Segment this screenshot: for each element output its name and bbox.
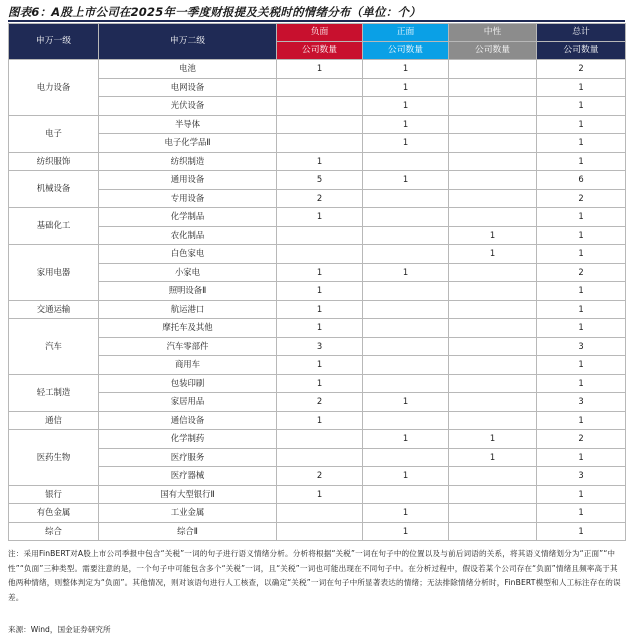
- negative-count-cell: [277, 134, 363, 153]
- negative-count-cell: [277, 245, 363, 264]
- header-negative-count: 公司数量: [277, 42, 363, 60]
- total-count-cell: 3: [537, 337, 626, 356]
- positive-count-cell: [363, 411, 449, 430]
- total-count-cell: 1: [537, 97, 626, 116]
- level2-cell: 照明设备Ⅱ: [99, 282, 277, 301]
- table-row: [9, 411, 626, 430]
- table-row: [9, 356, 626, 375]
- total-count-cell: 3: [537, 467, 626, 486]
- neutral-count-cell: 1: [449, 448, 537, 467]
- header-level1: 申万一级: [9, 24, 99, 60]
- level1-cell: 综合: [9, 522, 99, 541]
- level2-cell: 农化制品: [99, 226, 277, 245]
- table-row: [9, 300, 626, 319]
- positive-count-cell: 1: [363, 78, 449, 97]
- total-count-cell: 1: [537, 504, 626, 523]
- level2-cell: 航运港口: [99, 300, 277, 319]
- positive-count-cell: [363, 152, 449, 171]
- total-count-cell: 6: [537, 171, 626, 190]
- level2-cell: 摩托车及其他: [99, 319, 277, 338]
- neutral-count-cell: 1: [449, 226, 537, 245]
- table-row: [9, 60, 626, 79]
- level2-cell: 家居用品: [99, 393, 277, 412]
- negative-count-cell: 1: [277, 485, 363, 504]
- header-negative: 负面: [277, 24, 363, 42]
- level2-cell: 综合Ⅱ: [99, 522, 277, 541]
- negative-count-cell: 2: [277, 189, 363, 208]
- positive-count-cell: [363, 245, 449, 264]
- negative-count-cell: 1: [277, 374, 363, 393]
- header-positive: 正面: [363, 24, 449, 42]
- neutral-count-cell: [449, 282, 537, 301]
- total-count-cell: 1: [537, 152, 626, 171]
- positive-count-cell: 1: [363, 134, 449, 153]
- level1-cell: 医药生物: [9, 430, 99, 486]
- total-count-cell: 1: [537, 522, 626, 541]
- total-count-cell: 1: [537, 282, 626, 301]
- total-count-cell: 1: [537, 448, 626, 467]
- level1-cell: 基础化工: [9, 208, 99, 245]
- level1-cell: 电力设备: [9, 60, 99, 116]
- positive-count-cell: 1: [363, 393, 449, 412]
- table-row: [9, 171, 626, 190]
- level1-cell: 有色金属: [9, 504, 99, 523]
- level2-cell: 通信设备: [99, 411, 277, 430]
- figure-title: 图表6：A股上市公司在2025年一季度财报提及关税时的情绪分布（单位：个）: [8, 5, 421, 19]
- neutral-count-cell: [449, 97, 537, 116]
- level2-cell: 医疗器械: [99, 467, 277, 486]
- negative-count-cell: [277, 504, 363, 523]
- total-count-cell: 1: [537, 226, 626, 245]
- table-row: [9, 393, 626, 412]
- table-row: [9, 245, 626, 264]
- table-row: [9, 504, 626, 523]
- negative-count-cell: 1: [277, 319, 363, 338]
- level2-cell: 白色家电: [99, 245, 277, 264]
- total-count-cell: 1: [537, 208, 626, 227]
- neutral-count-cell: [449, 319, 537, 338]
- table-row: [9, 263, 626, 282]
- neutral-count-cell: [449, 374, 537, 393]
- header-total-count: 公司数量: [537, 42, 626, 60]
- neutral-count-cell: [449, 78, 537, 97]
- level1-cell: 汽车: [9, 319, 99, 375]
- table-row: [9, 115, 626, 134]
- positive-count-cell: [363, 282, 449, 301]
- level2-cell: 化学制药: [99, 430, 277, 449]
- total-count-cell: 1: [537, 245, 626, 264]
- neutral-count-cell: [449, 189, 537, 208]
- neutral-count-cell: [449, 504, 537, 523]
- negative-count-cell: [277, 78, 363, 97]
- level2-cell: 电网设备: [99, 78, 277, 97]
- level2-cell: 纺织制造: [99, 152, 277, 171]
- negative-count-cell: 5: [277, 171, 363, 190]
- positive-count-cell: [363, 337, 449, 356]
- table-row: [9, 78, 626, 97]
- positive-count-cell: [363, 485, 449, 504]
- table-row: [9, 522, 626, 541]
- level1-cell: 轻工制造: [9, 374, 99, 411]
- positive-count-cell: 1: [363, 430, 449, 449]
- positive-count-cell: [363, 448, 449, 467]
- negative-count-cell: [277, 430, 363, 449]
- level2-cell: 通用设备: [99, 171, 277, 190]
- table-row: [9, 152, 626, 171]
- positive-count-cell: 1: [363, 171, 449, 190]
- header-positive-count: 公司数量: [363, 42, 449, 60]
- total-count-cell: 2: [537, 263, 626, 282]
- neutral-count-cell: [449, 522, 537, 541]
- neutral-count-cell: [449, 485, 537, 504]
- positive-count-cell: 1: [363, 115, 449, 134]
- table-row: [9, 226, 626, 245]
- positive-count-cell: 1: [363, 522, 449, 541]
- positive-count-cell: [363, 226, 449, 245]
- level2-cell: 小家电: [99, 263, 277, 282]
- neutral-count-cell: [449, 171, 537, 190]
- total-count-cell: 1: [537, 134, 626, 153]
- neutral-count-cell: [449, 356, 537, 375]
- table-row: [9, 134, 626, 153]
- negative-count-cell: 1: [277, 208, 363, 227]
- positive-count-cell: 1: [363, 263, 449, 282]
- neutral-count-cell: [449, 337, 537, 356]
- level1-cell: 交通运输: [9, 300, 99, 319]
- source-line: 来源：Wind，国金证券研究所: [8, 625, 111, 634]
- negative-count-cell: 1: [277, 300, 363, 319]
- sentiment-table: [8, 23, 626, 541]
- total-count-cell: 3: [537, 393, 626, 412]
- positive-count-cell: [363, 208, 449, 227]
- header-total: 总计: [537, 24, 626, 42]
- footnote: 注：采用FinBERT对A股上市公司季报中包含“关税”一词的句子进行语义情绪分析。分析将根据“关税”一词在句子中的位置以及与前后词语的关系，将其语义情绪划分为“正面”“中性”“负面”三种类型。需要注意的是，一个句子中可能包含多个“关税”一词，且“关税”一词也可能出现在不同句子中。在分析过程中，假设若某个公司存在“负面”情绪且频率高于其他两种情绪，则整体判定为“负面”。其他情况，则对该语句进行人工核查，以确定“关税”一词在句子中所显著表达的情绪；无法排除情绪分析时，FinBERT模型和人工标注存在的误差。: [8, 549, 621, 602]
- level2-cell: 电池: [99, 60, 277, 79]
- level1-cell: 机械设备: [9, 171, 99, 208]
- table-row: [9, 282, 626, 301]
- negative-count-cell: [277, 448, 363, 467]
- total-count-cell: 2: [537, 189, 626, 208]
- total-count-cell: 2: [537, 60, 626, 79]
- negative-count-cell: 1: [277, 282, 363, 301]
- table-row: [9, 97, 626, 116]
- level2-cell: 包装印刷: [99, 374, 277, 393]
- total-count-cell: 1: [537, 300, 626, 319]
- title-underline: [8, 20, 625, 22]
- level2-cell: 电子化学品Ⅱ: [99, 134, 277, 153]
- level1-cell: 通信: [9, 411, 99, 430]
- table-row: [9, 208, 626, 227]
- positive-count-cell: 1: [363, 467, 449, 486]
- negative-count-cell: 1: [277, 263, 363, 282]
- level1-cell: 纺织服饰: [9, 152, 99, 171]
- header-neutral-count: 公司数量: [449, 42, 537, 60]
- table-row: [9, 485, 626, 504]
- total-count-cell: 1: [537, 356, 626, 375]
- level2-cell: 工业金属: [99, 504, 277, 523]
- header-neutral: 中性: [449, 24, 537, 42]
- table-row: [9, 467, 626, 486]
- level2-cell: 专用设备: [99, 189, 277, 208]
- positive-count-cell: 1: [363, 60, 449, 79]
- level2-cell: 商用车: [99, 356, 277, 375]
- header-row-top: [9, 24, 626, 42]
- negative-count-cell: 2: [277, 467, 363, 486]
- table-body: [9, 60, 626, 541]
- table-row: [9, 337, 626, 356]
- table-row: [9, 448, 626, 467]
- neutral-count-cell: [449, 263, 537, 282]
- negative-count-cell: 2: [277, 393, 363, 412]
- neutral-count-cell: [449, 411, 537, 430]
- total-count-cell: 1: [537, 319, 626, 338]
- positive-count-cell: [363, 319, 449, 338]
- negative-count-cell: [277, 522, 363, 541]
- total-count-cell: 1: [537, 374, 626, 393]
- negative-count-cell: 1: [277, 356, 363, 375]
- table-row: [9, 189, 626, 208]
- neutral-count-cell: [449, 60, 537, 79]
- neutral-count-cell: [449, 467, 537, 486]
- table-row: [9, 319, 626, 338]
- positive-count-cell: [363, 374, 449, 393]
- positive-count-cell: 1: [363, 504, 449, 523]
- level1-cell: 电子: [9, 115, 99, 152]
- total-count-cell: 1: [537, 485, 626, 504]
- neutral-count-cell: 1: [449, 245, 537, 264]
- negative-count-cell: [277, 115, 363, 134]
- negative-count-cell: 3: [277, 337, 363, 356]
- positive-count-cell: [363, 300, 449, 319]
- total-count-cell: 1: [537, 411, 626, 430]
- positive-count-cell: [363, 189, 449, 208]
- positive-count-cell: [363, 356, 449, 375]
- table-row: [9, 374, 626, 393]
- neutral-count-cell: [449, 300, 537, 319]
- level2-cell: 光伏设备: [99, 97, 277, 116]
- positive-count-cell: 1: [363, 97, 449, 116]
- level2-cell: 国有大型银行Ⅱ: [99, 485, 277, 504]
- level2-cell: 医疗服务: [99, 448, 277, 467]
- level1-cell: 家用电器: [9, 245, 99, 301]
- total-count-cell: 2: [537, 430, 626, 449]
- header-level2: 申万二级: [99, 24, 277, 60]
- neutral-count-cell: [449, 208, 537, 227]
- table-row: [9, 430, 626, 449]
- negative-count-cell: 1: [277, 411, 363, 430]
- neutral-count-cell: [449, 115, 537, 134]
- total-count-cell: 1: [537, 78, 626, 97]
- neutral-count-cell: [449, 393, 537, 412]
- level2-cell: 汽车零部件: [99, 337, 277, 356]
- negative-count-cell: [277, 97, 363, 116]
- total-count-cell: 1: [537, 115, 626, 134]
- level1-cell: 银行: [9, 485, 99, 504]
- negative-count-cell: 1: [277, 152, 363, 171]
- level2-cell: 化学制品: [99, 208, 277, 227]
- neutral-count-cell: 1: [449, 430, 537, 449]
- neutral-count-cell: [449, 134, 537, 153]
- neutral-count-cell: [449, 152, 537, 171]
- negative-count-cell: 1: [277, 60, 363, 79]
- negative-count-cell: [277, 226, 363, 245]
- level2-cell: 半导体: [99, 115, 277, 134]
